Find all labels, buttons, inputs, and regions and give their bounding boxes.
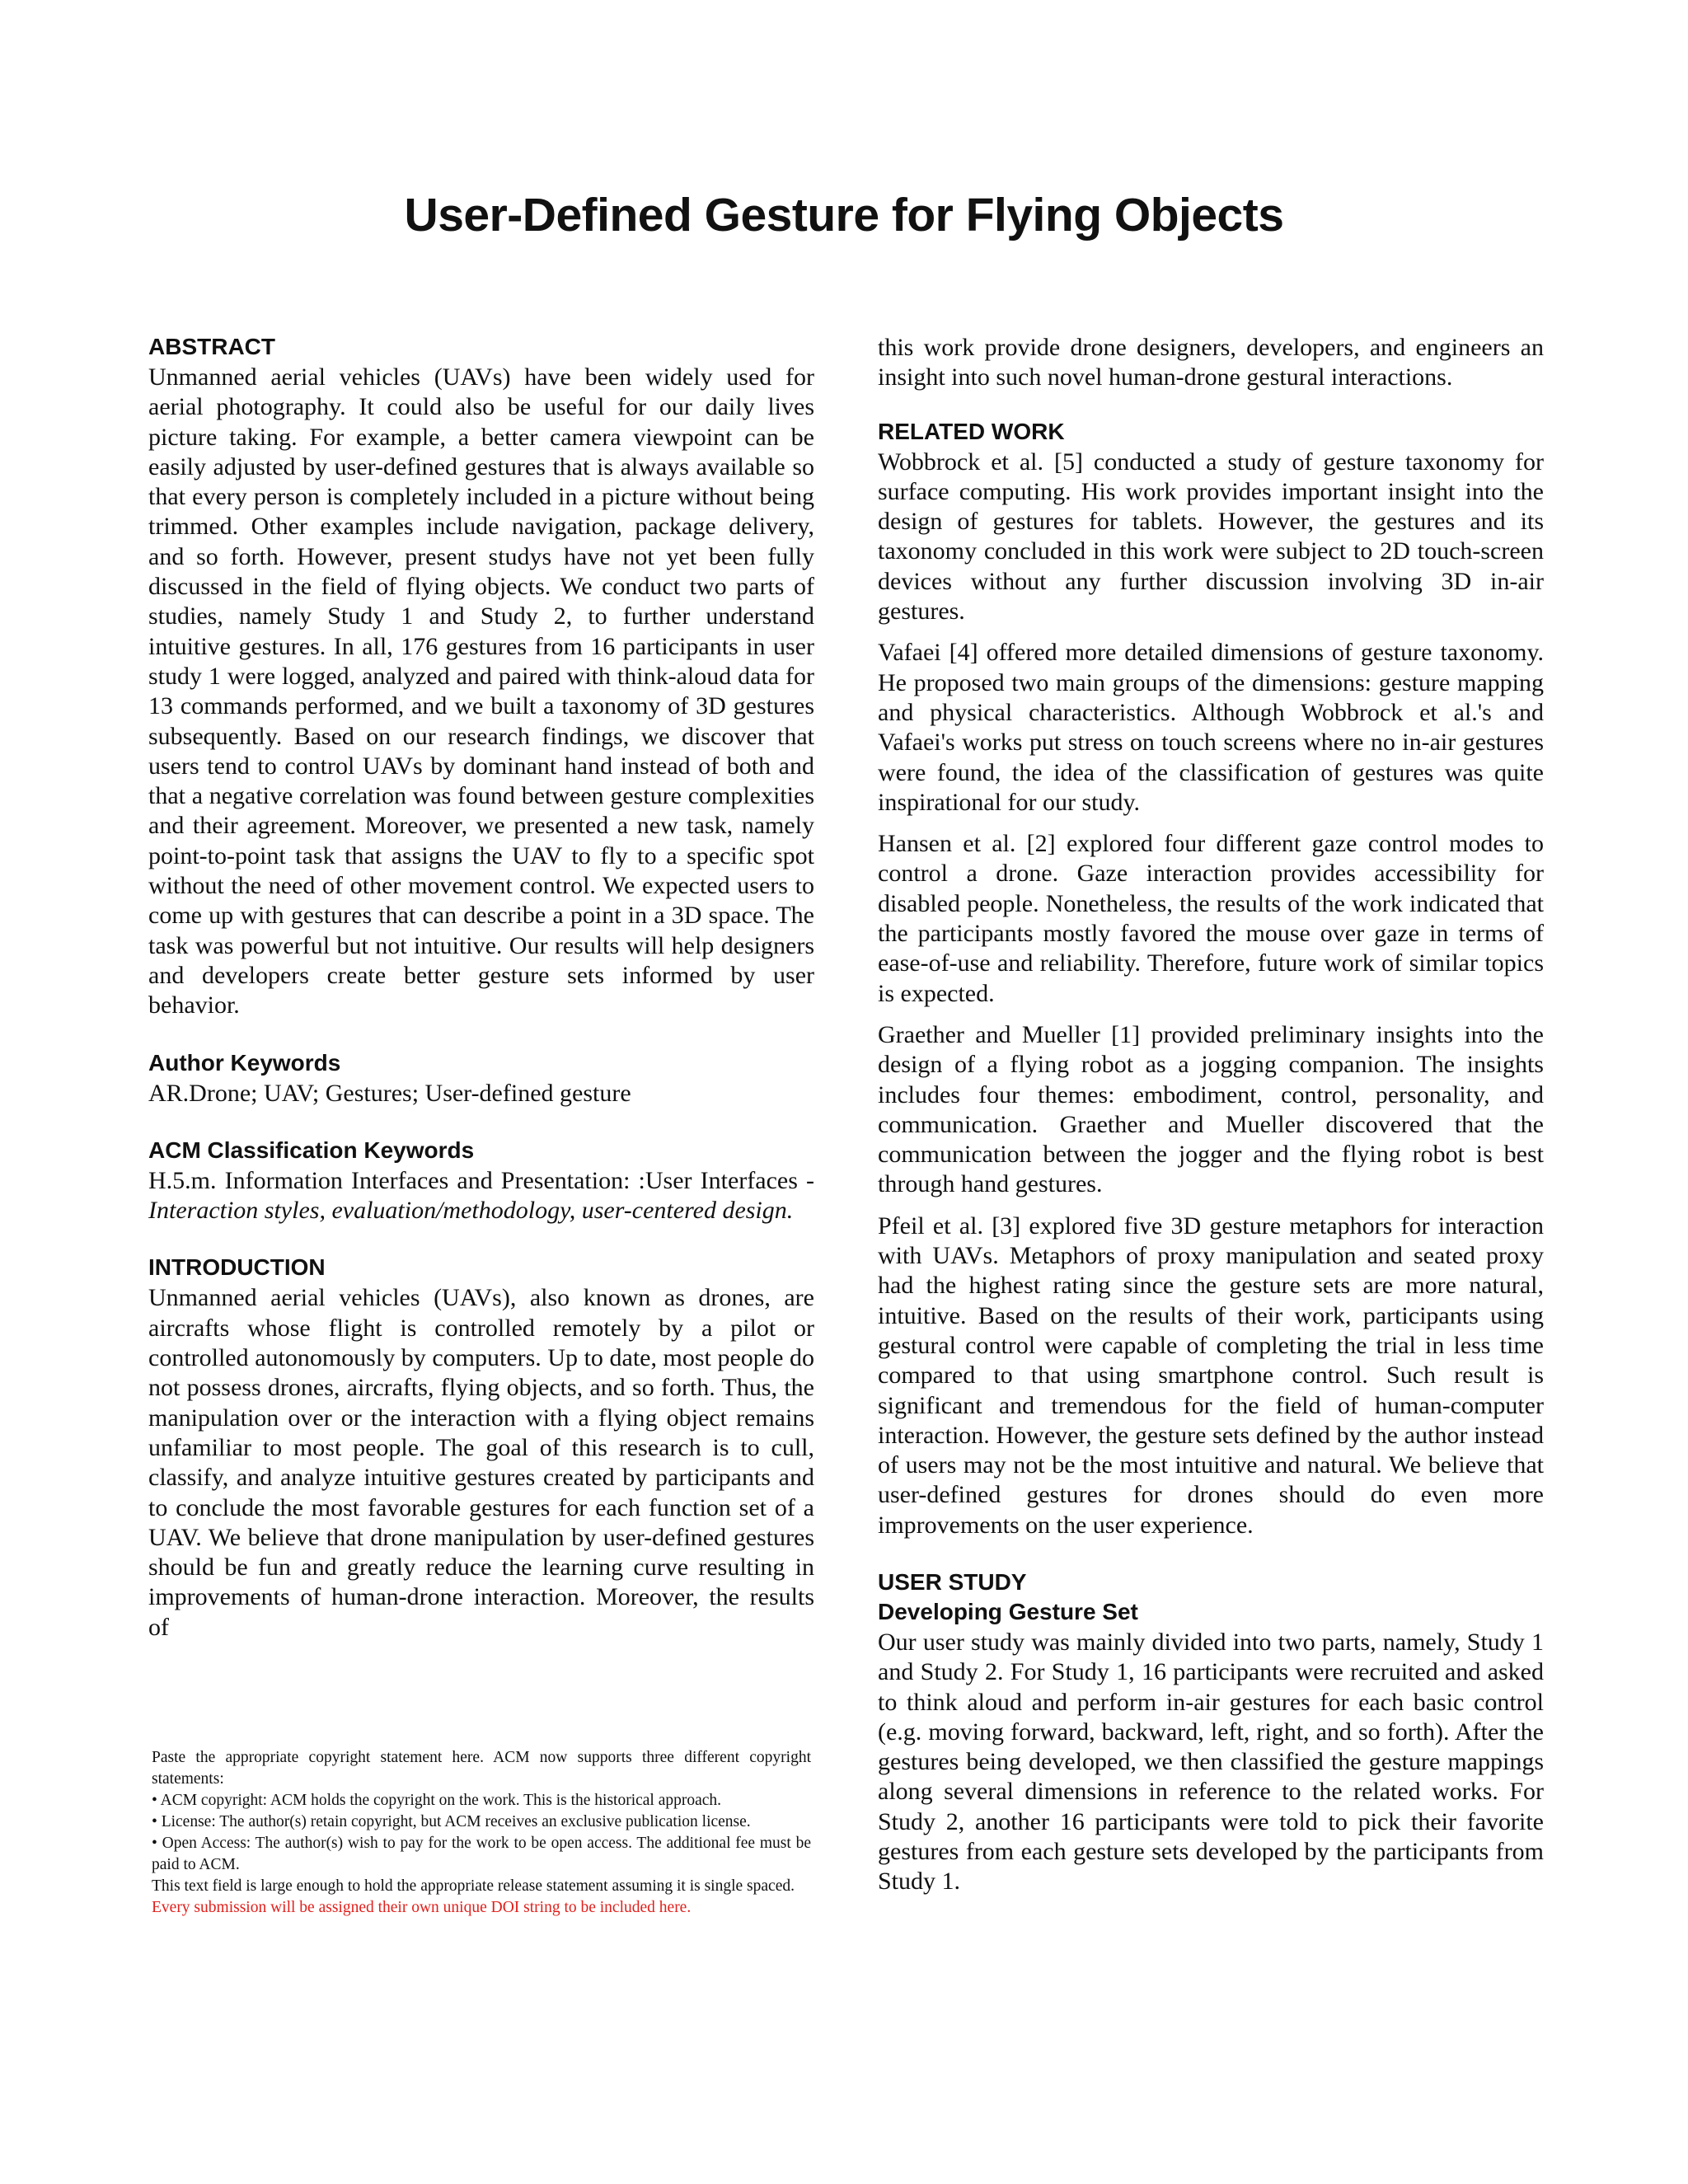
author-keywords-text: AR.Drone; UAV; Gestures; User-defined gesture bbox=[148, 1079, 631, 1107]
acm-keywords-heading: ACM Classification Keywords bbox=[148, 1137, 475, 1163]
doi-line: Every submission will be assigned their own unique DOI string to be included here. bbox=[152, 1899, 692, 1916]
related-work-paragraph: Graether and Mueller [1] provided preliminary insights into the design of a flying robot as a jogging companion. The insights includes four themes: embodiment, control, personality, and communication. Graether and Mueller discovered that the communication between the jogger and the flying robot is best through hand gestures. bbox=[878, 1020, 1544, 1198]
copyright-line: • License: The author(s) retain copyright, but ACM receives an exclusive publication license. bbox=[152, 1813, 751, 1830]
paper-title: User-Defined Gesture for Flying Objects bbox=[404, 189, 1284, 241]
copyright-line: Paste the appropriate copyright statement here. ACM now supports three different copyright statements: bbox=[152, 1749, 811, 1788]
related-work-paragraph: Wobbrock et al. [5] conducted a study of gesture taxonomy for surface computing. His work provides important insight into the design of gestures for tablets. However, the gestures and its taxonomy concluded in this work were subject to 2D touch-screen devices without any further discussion involving 3D in-air gestures. bbox=[878, 448, 1544, 626]
acm-keywords-italic: Interaction styles, evaluation/methodology, user-centered design. bbox=[148, 1197, 794, 1225]
left-column bbox=[148, 333, 814, 1643]
copyright-line: This text field is large enough to hold the appropriate release statement assuming it is single spaced. bbox=[152, 1877, 795, 1895]
developing-gesture-set-heading: Developing Gesture Set bbox=[878, 1598, 1138, 1624]
abstract-heading: ABSTRACT bbox=[148, 334, 275, 359]
copyright-line: • ACM copyright: ACM holds the copyright on the work. This is the historical approach. bbox=[152, 1792, 722, 1809]
abstract-text: Unmanned aerial vehicles (UAVs) have been widely used for aerial photography. It could also be useful for our daily lives picture taking. For example, a better camera viewpoint can be easily adjusted by user-defined gestures that is always available so that every person is completely included in a picture without being trimmed. Other examples include navigation, package delivery, and so forth. However, present studys have not yet been fully discussed in the field of flying objects. We conduct two parts of studies, namely Study 1 and Study 2, to further understand intuitive gestures. In all, 176 gestures from 16 participants in user study 1 were logged, analyzed and paired with think-aloud data for 13 commands performed, and we built a taxonomy of 3D gestures subsequently. Based on our research findings, we discover that users tend to control UAVs by dominant hand instead of both and that a negative correlation was found between gesture complexities and their agreement. Moreover, we presented a new task, namely point-to-point task that assigns the UAV to fly to a specific spot without the need of other movement control. We expected users to come up with gestures that can describe a point in a 3D space. The task was powerful but not intuitive. Our results will help designers and developers create better gesture sets informed by user behavior. bbox=[148, 363, 814, 1019]
author-keywords-heading: Author Keywords bbox=[148, 1049, 341, 1076]
user-study-text: Our user study was mainly divided into two parts, namely, Study 1 and Study 2. For Study 1, 16 participants were recruited and asked to think aloud and perform in-air gestures for each basic control (e.g. moving forward, backward, left, right, and so forth). After the gestures being developed, we then classified the gesture mappings along several dimensions in reference to the related works. For Study 2, another 16 participants were told to pick their favorite gestures from each gesture sets developed by the participants from Study 1. bbox=[878, 1628, 1544, 1896]
acm-keywords-plain: H.5.m. Information Interfaces and Presentation: :User Interfaces - bbox=[148, 1166, 814, 1194]
related-work-paragraph: Vafaei [4] offered more detailed dimensions of gesture taxonomy. He proposed two main groups of the dimensions: gesture mapping and physical characteristics. Although Wobbrock et al.'s and Vafaei's works put stress on touch screens where no in-air gestures were found, the idea of the classification of gestures was quite inspirational for our study. bbox=[878, 639, 1544, 816]
introduction-text-right: this work provide drone designers, developers, and engineers an insight into such novel human-drone gestural interactions. bbox=[878, 334, 1544, 391]
acm-keywords-text bbox=[148, 1166, 814, 1226]
copyright-line: • Open Access: The author(s) wish to pay for the work to be open access. The additional fee must be paid to ACM. bbox=[152, 1835, 811, 1873]
related-work-paragraph: Pfeil et al. [3] explored five 3D gesture metaphors for interaction with UAVs. Metaphors of proxy manipulation and seated proxy had the highest rating since the gesture sets are more natural, intuitive. Based on the results of their work, participants using gestural control were capable of completing the trial in less time compared to that using smartphone control. Such result is significant and tremendous for the field of human-computer interaction. However, the gesture sets defined by the author instead of users may not be the most intuitive and natural. We believe that user-defined gestures for drones should do even more improvements on the user experience. bbox=[878, 1212, 1544, 1539]
introduction-text-left: Unmanned aerial vehicles (UAVs), also known as drones, are aircrafts whose flight is controlled remotely by a pilot or controlled autonomously by computers. Up to date, most people do not possess drones, aircrafts, flying objects, and so forth. Thus, the manipulation over or the interaction with a flying object remains unfamiliar to most people. The goal of this research is to cull, classify, and analyze intuitive gestures created by participants and to conclude the most favorable gestures for each function set of a UAV. We believe that drone manipulation by user-defined gestures should be fun and greatly reduce the learning curve resulting in improvements of human-drone interaction. Moreover, the results of bbox=[148, 1284, 814, 1641]
right-column bbox=[878, 333, 1544, 1897]
related-work-heading: RELATED WORK bbox=[878, 418, 1065, 444]
copyright-block bbox=[152, 1747, 811, 1919]
introduction-heading: INTRODUCTION bbox=[148, 1254, 326, 1281]
related-work-paragraph: Hansen et al. [2] explored four different gaze control modes to control a drone. Gaze interaction provides accessibility for disabled people. Nonetheless, the results of the work indicated that the participants mostly favored the mouse over gaze in terms of ease-of-use and reliability. Therefore, future work of similar topics is expected. bbox=[878, 830, 1544, 1007]
user-study-heading: USER STUDY bbox=[878, 1568, 1027, 1595]
